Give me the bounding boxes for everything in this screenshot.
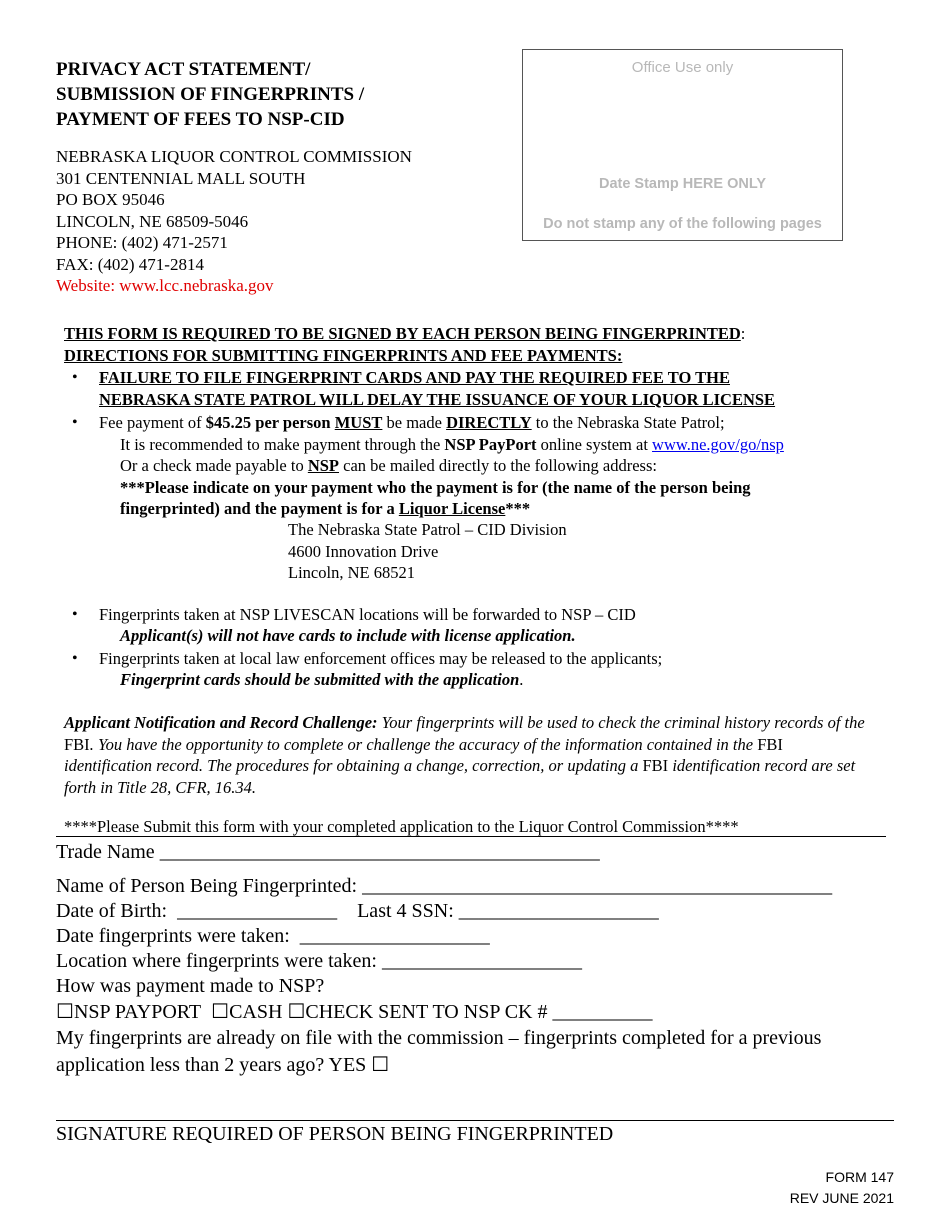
check-checkbox[interactable]: ☐	[287, 1001, 306, 1023]
indicate-payment-line: ***Please indicate on your payment who the payment is for (the name of the person being	[120, 478, 751, 497]
trade-name-blank[interactable]: ____________________________________________	[159, 841, 600, 863]
signature-line[interactable]	[56, 1120, 894, 1121]
person-name-field[interactable]	[56, 873, 832, 899]
form-revision: REV JUNE 2021	[789, 1190, 894, 1206]
payment-options	[56, 999, 652, 1025]
form-number: FORM 147	[825, 1169, 894, 1185]
on-file-question-line	[56, 1052, 389, 1078]
on-file-text: application less than 2 years ago? YES	[56, 1054, 367, 1076]
dob-blank[interactable]: ________________	[177, 900, 338, 922]
ssn-blank[interactable]: ____________________	[458, 900, 659, 922]
dob-ssn-row	[56, 898, 659, 924]
person-name-label: Name of Person Being Fingerprinted:	[56, 875, 358, 897]
fee-directly: DIRECTLY	[446, 413, 532, 432]
cash-checkbox[interactable]: ☐	[211, 1001, 230, 1023]
local-note-text: Fingerprint cards should be submitted with the application	[120, 670, 520, 689]
website-line: Website: www.lcc.nebraska.gov	[56, 276, 274, 295]
payport-recommendation	[120, 434, 784, 456]
fbi-text: FBI	[642, 756, 669, 775]
check-text: Or a check made payable to	[120, 456, 308, 475]
fee-text: be made	[382, 413, 447, 432]
nsp-address-line: Lincoln, NE 68521	[288, 563, 415, 582]
notice-text: identification record. The procedures for obtaining a change, correction, or updating a	[64, 756, 643, 775]
title-line: PRIVACY ACT STATEMENT/	[56, 59, 311, 80]
fbi-text: FBI	[64, 734, 90, 754]
payport-link[interactable]: www.ne.gov/go/nsp	[652, 435, 784, 454]
recommend-text: It is recommended to make payment through the	[120, 435, 445, 454]
on-file-yes-checkbox[interactable]: ☐	[371, 1054, 390, 1076]
form-title	[56, 57, 364, 132]
local-note-period: .	[519, 670, 524, 689]
fee-text: Fee payment of	[99, 413, 206, 432]
address-line: 301 CENTENNIAL MALL SOUTH	[56, 168, 306, 188]
required-heading	[64, 323, 745, 345]
commission-address	[56, 146, 412, 297]
failure-warning-line: FAILURE TO FILE FINGERPRINT CARDS AND PAY THE REQUIRED FEE TO THE	[99, 368, 730, 387]
date-stamp-label: Date Stamp HERE ONLY	[598, 176, 767, 192]
check-number-blank[interactable]: __________	[552, 1001, 653, 1023]
failure-warning-line: NEBRASKA STATE PATROL WILL DELAY THE ISSUANCE OF YOUR LIQUOR LICENSE	[99, 390, 776, 409]
local-enforcement-line: Fingerprints taken at local law enforcement offices may be released to the applicants;	[99, 649, 663, 668]
livescan-line: Fingerprints taken at NSP LIVESCAN locations will be forwarded to NSP – CID	[99, 605, 636, 624]
phone-line: PHONE: (402) 471-2571	[56, 233, 228, 252]
payport-option-label: NSP PAYPORT	[73, 1001, 202, 1023]
location-field[interactable]	[56, 948, 582, 974]
check-option-label: CHECK SENT TO NSP CK #	[305, 1001, 548, 1023]
bullet: •	[72, 369, 78, 386]
nsp-address-line: The Nebraska State Patrol – CID Division	[288, 520, 567, 539]
liquor-license-text: Liquor License	[398, 499, 506, 518]
local-enforcement-note	[120, 669, 523, 691]
payport-name: NSP PayPort	[444, 435, 537, 454]
date-taken-field[interactable]	[56, 923, 490, 949]
check-instructions	[120, 455, 657, 477]
bullet: •	[72, 650, 78, 667]
date-taken-blank[interactable]: ___________________	[299, 925, 490, 947]
check-text: can be mailed directly to the following address:	[339, 456, 657, 475]
address-line: PO BOX 95046	[56, 190, 165, 209]
signature-label: SIGNATURE REQUIRED OF PERSON BEING FINGERPRINTED	[56, 1123, 614, 1145]
indicate-text: fingerprinted) and the payment is for a	[120, 499, 399, 518]
required-heading-text: THIS FORM IS REQUIRED TO BE SIGNED BY EACH PERSON BEING FINGERPRINTED	[64, 324, 741, 343]
date-taken-label: Date fingerprints were taken:	[56, 925, 290, 947]
title-line: SUBMISSION OF FINGERPRINTS /	[56, 84, 365, 105]
payment-question: How was payment made to NSP?	[56, 975, 325, 997]
fee-text: to the Nebraska State Patrol;	[531, 413, 725, 432]
person-name-blank[interactable]: _______________________________________________	[362, 875, 833, 897]
title-line: PAYMENT OF FEES TO NSP-CID	[56, 109, 345, 130]
record-challenge-notice	[64, 712, 874, 798]
check-payee: NSP	[307, 456, 339, 475]
divider	[56, 836, 886, 837]
trade-name-label: Trade Name	[56, 841, 155, 863]
fbi-text: FBI	[757, 734, 783, 754]
submit-note: ****Please Submit this form with your completed application to the Liquor Control Commission****	[64, 817, 739, 836]
notice-text: Your fingerprints will be used to check the criminal history records of the	[377, 713, 865, 732]
address-line: LINCOLN, NE 68509-5046	[56, 211, 249, 231]
cash-option-label: CASH	[229, 1001, 283, 1023]
office-use-label: Office Use only	[631, 59, 734, 76]
notice-text: identification record are set forth in Title 28, CFR, 16.34.	[64, 756, 856, 797]
notice-label: Applicant Notification and Record Challenge:	[64, 713, 378, 732]
fee-payment-line	[99, 412, 725, 434]
address-line: NEBRASKA LIQUOR CONTROL COMMISSION	[56, 147, 412, 166]
bullet: •	[72, 606, 78, 623]
livescan-note: Applicant(s) will not have cards to include with license application.	[120, 626, 576, 645]
fee-amount: $45.25 per person	[205, 413, 331, 432]
trade-name-field[interactable]	[56, 839, 600, 865]
ssn-label: Last 4 SSN:	[357, 900, 454, 922]
location-label: Location where fingerprints were taken:	[56, 950, 377, 972]
dob-label: Date of Birth:	[56, 900, 168, 922]
nsp-address-line: 4600 Innovation Drive	[288, 542, 439, 561]
location-blank[interactable]: ____________________	[381, 950, 582, 972]
notice-text: . You have the opportunity to complete or challenge the accuracy of the information contained in the	[89, 734, 758, 754]
indicate-payment-line	[120, 498, 530, 520]
bullet: •	[72, 414, 78, 431]
form-number-block	[790, 1167, 894, 1209]
required-heading-colon: :	[740, 324, 746, 343]
recommend-text: online system at	[536, 435, 653, 454]
indicate-text: ***	[505, 499, 531, 518]
no-stamp-note: Do not stamp any of the following pages	[543, 216, 822, 232]
directions-heading: DIRECTIONS FOR SUBMITTING FINGERPRINTS AND FEE PAYMENTS:	[64, 346, 623, 365]
on-file-question-line: My fingerprints are already on file with the commission – fingerprints completed for a previous	[56, 1027, 822, 1049]
fee-must: MUST	[334, 413, 383, 432]
fax-line: FAX: (402) 471-2814	[56, 254, 204, 274]
payport-checkbox[interactable]: ☐	[56, 1001, 74, 1023]
office-use-stamp-box	[522, 49, 843, 241]
